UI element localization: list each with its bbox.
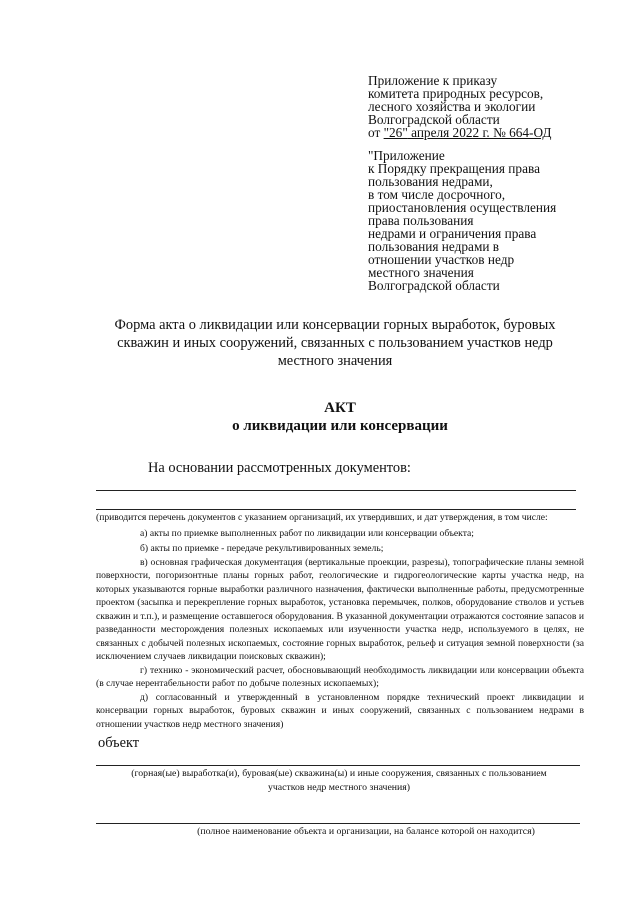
fill-line [96, 509, 576, 510]
annex-line: недрами и ограничения права [368, 226, 537, 241]
annex-line: к Порядку прекращения права [368, 161, 540, 176]
annex-line: Приложение к приказу [368, 73, 498, 88]
form-title-line: скважин и иных сооружений, связанных с пользованием участков недр [117, 335, 553, 351]
document-item-d: г) технико - экономический расчет, обосновывающий необходимость ликвидации или консервации объекта (в случае нерентабельности работ по добыче полезных ископаемых); [96, 664, 584, 689]
fill-line [96, 490, 576, 491]
annex-line: Волгоградской области [368, 278, 500, 293]
act-subtitle: о ликвидации или консервации [232, 418, 448, 434]
act-title: АКТ [324, 400, 356, 416]
annex-date-line [368, 126, 618, 139]
annex-order-reference [368, 74, 618, 139]
object-caption-line: участков недр местного значения) [267, 781, 411, 793]
annex-line: пользования недрами, [368, 174, 493, 189]
date-day: "26" [383, 125, 408, 140]
document-item-e: д) согласованный и утвержденный в установленном порядке технический проект ликвидации и консервации горных выработок, буровых скважин и иных сооружений, связанных с пользованием недрами в отношении участков недр местного значения) [96, 691, 584, 730]
annex-procedure-reference [368, 149, 618, 292]
basis-text: На основании рассмотренных документов: [148, 460, 411, 476]
annex-line: пользования недрами в [368, 239, 500, 254]
date-rest: апреля 2022 г. № 664-ОД [407, 125, 552, 140]
annex-line: отношении участков недр [368, 252, 515, 267]
form-title-line: Форма акта о ликвидации или консервации горных выработок, буровых [114, 317, 556, 333]
object-caption-line: (горная(ые) выработка(и), буровая(ые) скважина(ы) и иные сооружения, связанных с пользованием [131, 768, 547, 779]
annex-line: в том числе досрочного, [368, 187, 506, 202]
documents-intro: (приводится перечень документов с указанием организаций, их утвердивших, и дат утверждения, в том числе: [96, 512, 548, 523]
annex-line: лесного хозяйства и экологии [368, 99, 536, 114]
annex-line: Волгоградской области [368, 112, 500, 127]
fill-line-organization [96, 823, 580, 824]
object-label: объект [98, 735, 140, 751]
document-item-b: б) акты по приемке - передаче рекультивированных земель; [140, 543, 384, 554]
documents-list [96, 511, 584, 731]
annex-line: местного значения [368, 265, 474, 280]
organization-caption: (полное наименование объекта и организации, на балансе которой он находится) [197, 826, 535, 837]
form-title-line: местного значения [277, 353, 393, 369]
date-prefix: от [368, 125, 384, 140]
annex-line: комитета природных ресурсов, [368, 86, 544, 101]
form-title [90, 316, 580, 370]
annex-line: "Приложение [368, 148, 445, 163]
document-item-c: в) основная графическая документация (вертикальные проекции, разрезы), топографические планы земной поверхности, погоризонтные планы горных работ, геологические и гидрогеологические карты участка недр, на которых указываются горные выработки различного назначения, фактически выполненные работы, предусмотренные проектом (засыпка и перекрепление горных выработок, установка перемычек, полков, оборудование стволов и устьев скважин и т.п.), и размещение оставшегося оборудования. В указанной документации отражаются состояние запасов и разведанности месторождения полезных ископаемых или изученности участка недр, используемого в целях, не связанных с добычей полезных ископаемых, состояние горных выработок, рельеф и ситуация земной поверхности (за исключением случаев ликвидации поисковых скважин); [96, 556, 584, 662]
annex-line: права пользования [368, 213, 474, 228]
object-caption [96, 767, 582, 794]
document-item-a: а) акты по приемке выполненных работ по ликвидации или консервации объекта; [140, 527, 474, 539]
annex-line: приостановления осуществления [368, 200, 557, 215]
fill-line-object [96, 765, 580, 766]
